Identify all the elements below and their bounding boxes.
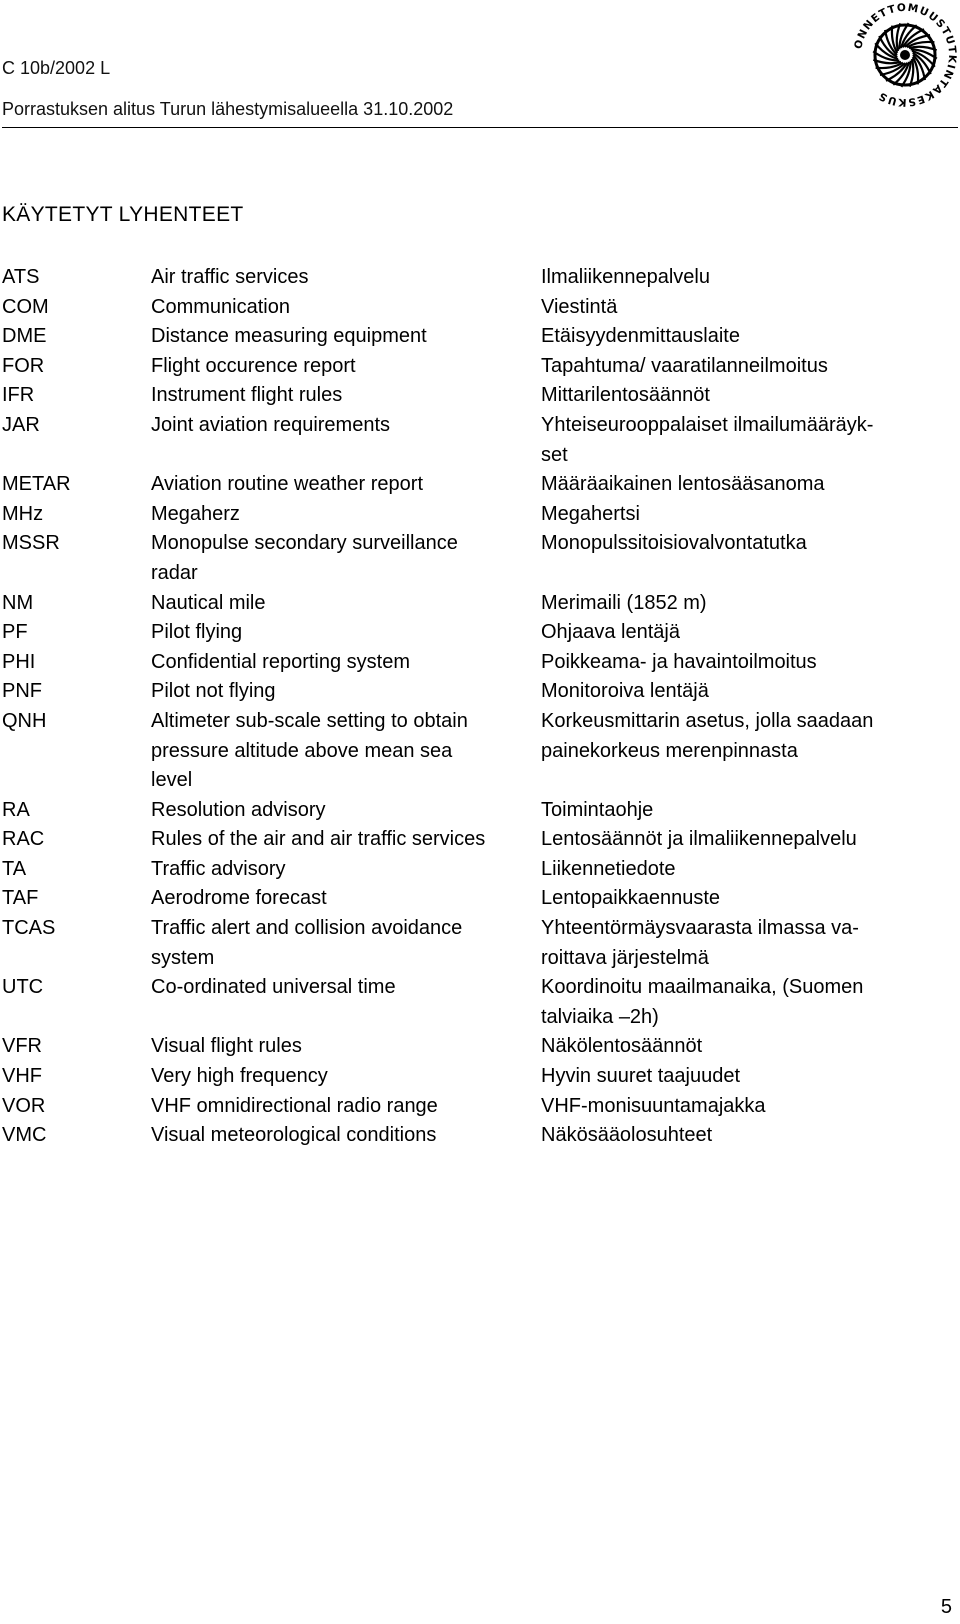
document-id: C 10b/2002 L bbox=[2, 58, 111, 78]
english-term: Altimeter sub-scale setting to obtain pressure altitude above mean sea level bbox=[151, 709, 468, 792]
english-term: Pilot flying bbox=[151, 621, 243, 644]
finnish-term: Korkeusmittarin asetus, jolla saadaan painekorkeus merenpinnasta bbox=[541, 709, 874, 762]
english-term: Visual meteorological conditions bbox=[151, 1124, 437, 1147]
abbreviation-row bbox=[2, 1092, 912, 1122]
abbreviation: JAR bbox=[2, 413, 40, 436]
english-term: Aviation routine weather report bbox=[151, 473, 424, 496]
svg-text:ONNETTOMUUSTUTKINTAKESKUS: ONNETTOMUUSTUTKINTAKESKUS bbox=[852, 1, 959, 109]
finnish-term: Monitoroiva lentäjä bbox=[541, 680, 709, 703]
abbreviation: QNH bbox=[2, 709, 47, 732]
abbreviation: TA bbox=[2, 857, 27, 880]
english-term: Joint aviation requirements bbox=[151, 413, 391, 436]
abbreviations-table bbox=[2, 263, 912, 1151]
abbreviation-row bbox=[2, 293, 912, 323]
english-term: Aerodrome forecast bbox=[151, 887, 327, 910]
abbreviation: NM bbox=[2, 591, 34, 614]
abbreviation: VFR bbox=[2, 1035, 42, 1058]
finnish-term: Koordinoitu maailmanaika, (Suomen talviaika –2h) bbox=[541, 976, 864, 1028]
finnish-term: Määräaikainen lentosääsanoma bbox=[541, 473, 825, 496]
finnish-term: Liikennetiedote bbox=[541, 857, 676, 880]
finnish-term: Hyvin suuret taajuudet bbox=[541, 1065, 741, 1088]
english-term: Pilot not flying bbox=[151, 680, 276, 703]
abbreviation: FOR bbox=[2, 354, 45, 377]
english-term: Megaherz bbox=[151, 502, 240, 525]
finnish-term: Monopulssitoisiovalvontatutka bbox=[541, 532, 807, 555]
abbreviation: VHF bbox=[2, 1065, 42, 1088]
finnish-term: Tapahtuma/ vaaratilanneilmoitus bbox=[541, 354, 828, 377]
finnish-term: Yhteentörmäysvaarasta ilmassa va- roittava järjestelmä bbox=[541, 917, 859, 969]
abbreviation: UTC bbox=[2, 976, 44, 999]
abbreviation-row bbox=[2, 322, 912, 352]
finnish-term: Ilmaliikennepalvelu bbox=[541, 266, 710, 288]
finnish-term: Lentosäännöt ja ilmaliikennepalvelu bbox=[541, 828, 857, 851]
page-header bbox=[2, 48, 453, 130]
abbreviation-row bbox=[2, 352, 912, 382]
abbreviation-row bbox=[2, 1032, 912, 1062]
section-title: KÄYTETYT LYHENTEET bbox=[2, 203, 244, 226]
english-term: Rules of the air and air traffic services bbox=[151, 828, 486, 851]
abbreviation: TAF bbox=[2, 887, 39, 910]
english-term: Resolution advisory bbox=[151, 798, 326, 821]
finnish-term: Mittarilentosäännöt bbox=[541, 384, 710, 407]
abbreviation: COM bbox=[2, 295, 49, 318]
finnish-term: Megahertsi bbox=[541, 502, 640, 525]
finnish-term: Poikkeama- ja havaintoilmoitus bbox=[541, 650, 817, 673]
abbreviation: TCAS bbox=[2, 917, 56, 940]
abbreviation-row bbox=[2, 1062, 912, 1092]
english-term: Monopulse secondary surveillance radar bbox=[151, 532, 458, 584]
abbreviation: PF bbox=[2, 621, 28, 644]
abbreviation-row bbox=[2, 470, 912, 500]
abbreviation: MSSR bbox=[2, 532, 60, 555]
finnish-term: Viestintä bbox=[541, 295, 618, 318]
finnish-term: Lentopaikkaennuste bbox=[541, 887, 721, 910]
english-term: Co-ordinated universal time bbox=[151, 976, 396, 999]
abbreviation: PNF bbox=[2, 680, 42, 703]
english-term: Confidential reporting system bbox=[151, 650, 411, 673]
document-title: Porrastuksen alitus Turun lähestymisalueella 31.10.2002 bbox=[2, 99, 454, 119]
abbreviation-row bbox=[2, 914, 912, 973]
abbreviation-row bbox=[2, 529, 912, 588]
finnish-term: Yhteiseurooppalaiset ilmailumääräyk- set bbox=[541, 413, 874, 466]
abbreviation-row bbox=[2, 825, 912, 855]
english-term: Flight occurence report bbox=[151, 354, 356, 377]
abbreviation-row bbox=[2, 973, 912, 1032]
abbreviation: VMC bbox=[2, 1124, 47, 1147]
abbreviation-row bbox=[2, 648, 912, 678]
abbreviation: RA bbox=[2, 798, 30, 821]
abbreviation-row bbox=[2, 796, 912, 826]
finnish-term: Etäisyydenmittauslaite bbox=[541, 325, 740, 348]
abbreviation-row bbox=[2, 677, 912, 707]
abbreviation-row bbox=[2, 618, 912, 648]
english-term: Air traffic services bbox=[151, 266, 309, 288]
abbreviation: PHI bbox=[2, 650, 36, 673]
finnish-term: Merimaili (1852 m) bbox=[541, 591, 707, 614]
abbreviation: ATS bbox=[2, 266, 40, 288]
finnish-term: VHF-monisuuntamajakka bbox=[541, 1094, 766, 1117]
english-term: Communication bbox=[151, 295, 290, 318]
abbreviation-row bbox=[2, 263, 912, 293]
abbreviation: IFR bbox=[2, 384, 35, 407]
abbreviation: RAC bbox=[2, 828, 45, 851]
english-term: Traffic advisory bbox=[151, 857, 286, 880]
abbreviation: MHz bbox=[2, 502, 44, 525]
abbreviation-row bbox=[2, 707, 912, 796]
abbreviation: METAR bbox=[2, 473, 71, 496]
abbreviation-row bbox=[2, 1121, 912, 1151]
page-number: 5 bbox=[940, 1596, 952, 1618]
english-term: Traffic alert and collision avoidance system bbox=[151, 917, 463, 969]
finnish-term: Ohjaava lentäjä bbox=[541, 621, 680, 644]
finnish-term: Näkösääolosuhteet bbox=[541, 1124, 713, 1147]
abbreviation-row bbox=[2, 411, 912, 470]
abbreviation-row bbox=[2, 381, 912, 411]
finnish-term: Näkölentosäännöt bbox=[541, 1035, 703, 1058]
english-term: Visual flight rules bbox=[151, 1035, 302, 1058]
english-term: Nautical mile bbox=[151, 591, 266, 614]
finnish-term: Toimintaohje bbox=[541, 798, 654, 821]
abbreviation-row bbox=[2, 855, 912, 885]
abbreviation-row bbox=[2, 500, 912, 530]
investigation-board-logo bbox=[850, 0, 960, 110]
english-term: Instrument flight rules bbox=[151, 384, 343, 407]
abbreviation-row bbox=[2, 589, 912, 619]
abbreviation: VOR bbox=[2, 1094, 46, 1117]
english-term: Distance measuring equipment bbox=[151, 325, 427, 348]
abbreviation-row bbox=[2, 884, 912, 914]
english-term: VHF omnidirectional radio range bbox=[151, 1094, 438, 1117]
header-rule bbox=[2, 127, 958, 128]
abbreviation: DME bbox=[2, 325, 47, 348]
english-term: Very high frequency bbox=[151, 1065, 328, 1088]
